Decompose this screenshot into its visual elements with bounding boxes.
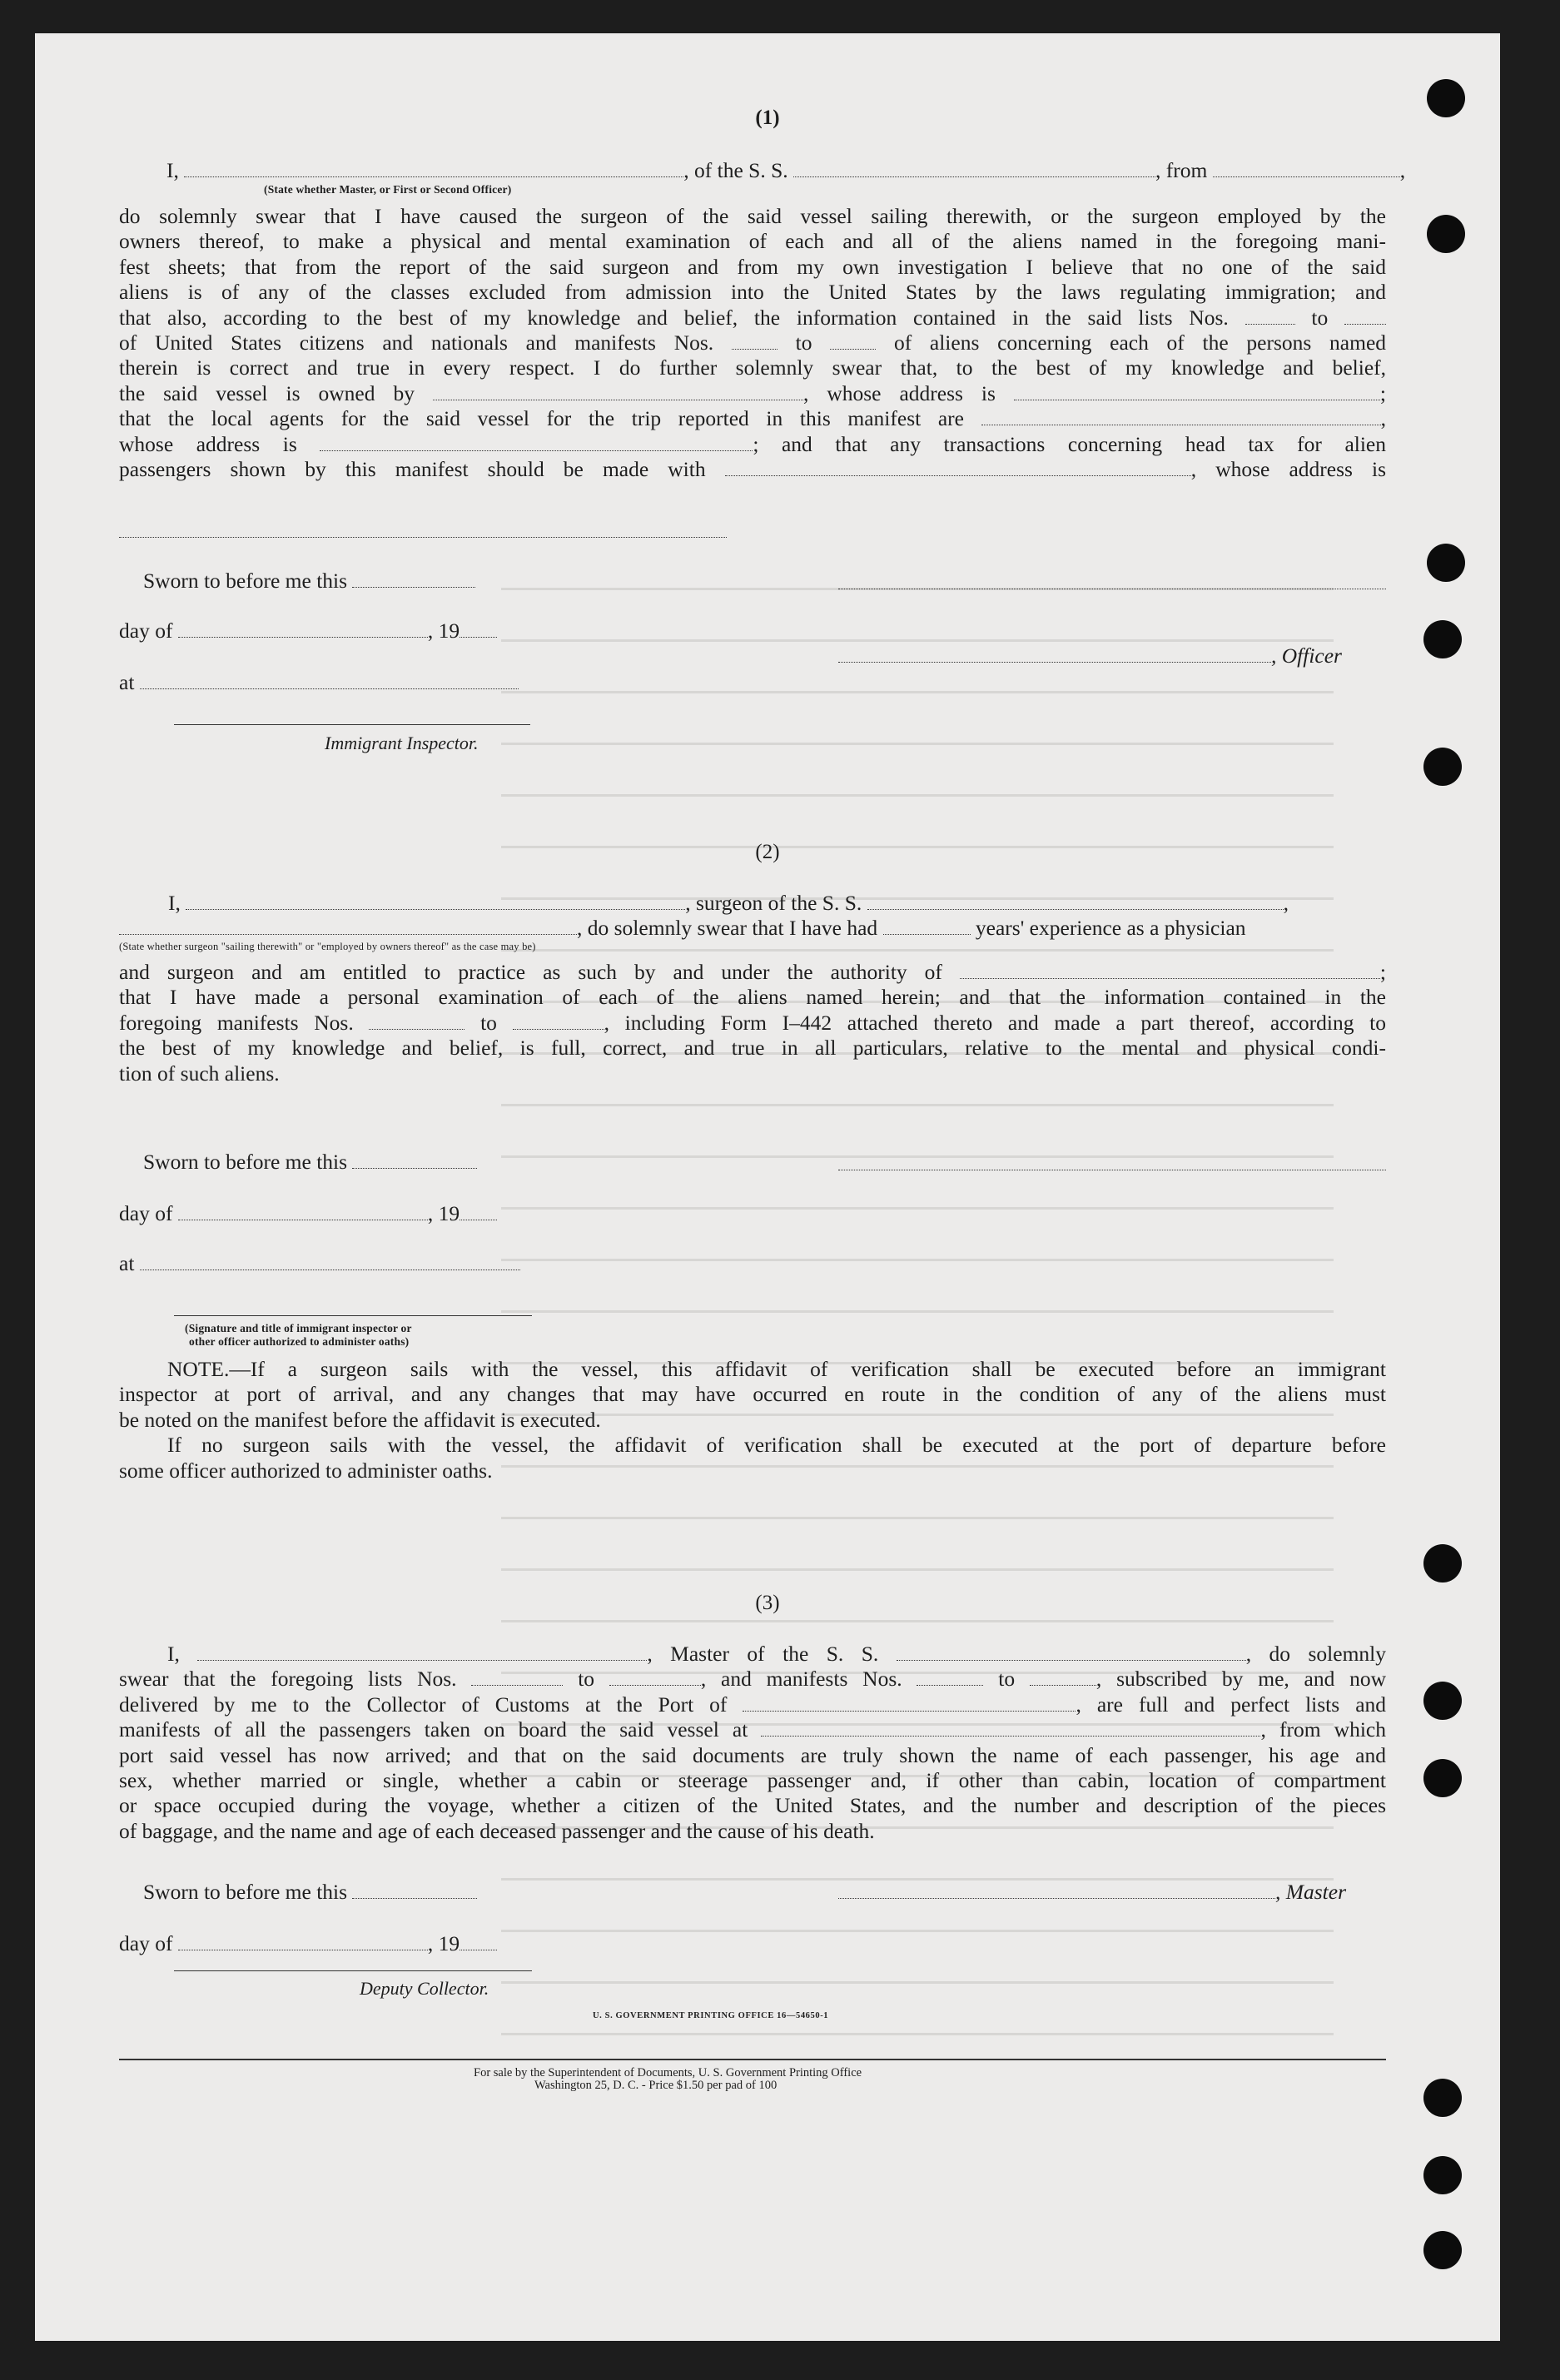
s3-deputy-line[interactable] [174,1970,532,1971]
s1-dayof: day of , 19 [119,619,497,643]
officer-signature-field[interactable] [838,645,1271,663]
s3-sworn-day-field[interactable] [352,1881,477,1899]
s2-sig-note-1: (Signature and title of immigrant inspector or [185,1322,412,1334]
punch-hole [1423,1759,1462,1797]
s3-year-field[interactable] [460,1933,497,1950]
s2-sworn: Sworn to before me this [143,1150,477,1175]
s3-manifests-to-field[interactable] [1030,1668,1096,1686]
s3-dayof: day of , 19 [119,1931,497,1956]
from-port-field[interactable] [1213,160,1400,177]
sale-line-1: For sale by the Superintendent of Documents, U. S. Government Printing Office [474,2066,862,2079]
s3-vessel-field[interactable] [897,1643,1246,1661]
owner-address-field[interactable] [1014,383,1380,400]
s3-master-name-field[interactable] [197,1643,647,1661]
immigrant-inspector-label: Immigrant Inspector. [325,733,479,753]
s2-paragraph: and surgeon and am entitled to practice as such by and under the authority of ; that I have made a personal examination of each of the aliens named herein; and that the information contained in the foregoing manifests Nos. to , including Form I–442 attached thereto and made a part thereof, according to the best of my knowledge and belief, is full, correct, and true in all particulars, relative to the mental and physical condi- tion of such aliens. [119,960,1387,1086]
port-of-arrival-field[interactable] [743,1694,1076,1712]
s2-note-paragraph: NOTE.—If a surgeon sails with the vessel, this affidavit of verification shall be executed before an immigrant inspector at port of arrival, and any changes that may have occurred en route in the condition of any of the aliens must be noted on the manifest before the affidavit is executed. If no surgeon sails with the vessel, the affidavit of verification shall be executed at the port of departure before some officer authorized to administer oaths. [119,1357,1386,1483]
master-officer-note: (State whether Master, or First or Second Officer) [264,183,512,196]
s3-paragraph: I, , Master of the S. S. , do solemnly swear that the foregoing lists Nos. to , and manifests Nos. to , subscribed by me, and now delivered by me to the Collector of Customs at the Port of , are full and perfect lists and manifests of all the passengers taken on board the said vessel at , from which port said vessel has now arrived; and that on the said documents are truly shown the name of each passenger, his age and sex, whether married or single, whether a cabin or steerage passenger and, if other than cabin, location of compartment or space occupied during the voyage, whether a citizen of the United States, and the number and description of the pieces of baggage, and the name and age of each deceased passenger and the cause of his death. [119,1642,1387,1843]
s1-year-field[interactable] [460,620,497,638]
local-agents-field[interactable] [981,408,1381,425]
lists-from-field[interactable] [1245,307,1295,325]
section-1-header: (1) [755,107,780,129]
s1-paragraph: do solemnly swear that I have caused the surgeon of the said vessel sailing therewith, or the surgeon employed by the owners thereof, to make a physical and mental examination of each and all of the aliens named in the foregoing mani- fest sheets; that from the report of the said surgeon and from my own investigation I believe that no one of the said aliens is of any of the classes excluded from admission into the United States by the laws regulating immigration; and that also, according to the best of my knowledge and belief, the information contained in the said lists Nos. to of United States citizens and nationals and manifests Nos. to of aliens concerning each of the persons named therein is correct and true in every respect. I do further solemnly swear that, to the best of my knowledge and belief, the said vessel is owned by , whose address is ; that the local agents for the said vessel for the trip reported in this manifest are , whose address is ; and that any transactions concerning head tax for alien passengers shown by this manifest should be made with , whose address is [119,204,1387,481]
s3-month-field[interactable] [178,1933,428,1950]
footer-rule [119,2059,1386,2060]
s1-place-field[interactable] [140,672,519,689]
deputy-collector-label: Deputy Collector. [360,1978,489,1999]
s1-line1: I, , of the S. S. , from , [166,158,1406,182]
punch-hole [1423,2231,1462,2269]
s2-at: at [119,1251,520,1276]
years-experience-field[interactable] [883,917,971,935]
s3-lists-from-field[interactable] [471,1668,563,1686]
s1-at: at [119,670,519,695]
vessel-name-field[interactable] [793,160,1155,177]
section-3-header: (3) [755,1592,780,1614]
lists-to-field[interactable] [1344,307,1386,325]
gpo-imprint: U. S. GOVERNMENT PRINTING OFFICE 16—54650-1 [593,2011,829,2020]
punch-hole [1423,2079,1462,2117]
officer-name-field[interactable] [184,160,683,177]
form-page [35,33,1500,2341]
s2-vessel-field[interactable] [867,892,1284,910]
s2-sig-note-2: other officer authorized to administer oaths) [189,1335,410,1348]
s2-month-field[interactable] [178,1203,428,1220]
punch-hole [1427,544,1465,582]
s1-sworn: Sworn to before me this [143,569,475,594]
master-signature-field[interactable] [838,1881,1275,1899]
s1-inspector-line[interactable] [174,724,530,725]
punch-hole [1423,748,1462,786]
port-of-departure-field[interactable] [761,1719,1260,1737]
s3-lists-to-field[interactable] [609,1668,701,1686]
s2-sworn-day-field[interactable] [352,1151,477,1169]
s2-year-field[interactable] [460,1203,497,1220]
punch-hole [1423,1544,1462,1583]
s1-officer: , Officer [838,643,1342,668]
authority-field[interactable] [960,961,1380,979]
agents-address-field[interactable] [320,434,753,451]
s2-dayof: day of , 19 [119,1201,497,1226]
punch-hole [1423,620,1462,658]
s2-line2: , do solemnly swear that I have had years' experience as a physician [119,916,1246,941]
manifests-to-field[interactable] [830,332,876,350]
s3-master: , Master [838,1880,1346,1905]
s2-manifests-to-field[interactable] [513,1012,604,1030]
s1-sworn-day-field[interactable] [352,570,475,588]
punch-hole [1423,1682,1462,1720]
s2-line1: I, , surgeon of the S. S. , [168,891,1289,915]
punch-hole [1423,2156,1462,2194]
s3-manifests-from-field[interactable] [917,1668,983,1686]
surgeon-status-note: (State whether surgeon "sailing therewith" or "employed by owners thereof" as the case may be) [119,941,536,952]
sale-line-2: Washington 25, D. C. - Price $1.50 per pad of 100 [534,2079,778,2092]
section-2-header: (2) [755,841,780,863]
surgeon-name-field[interactable] [186,892,685,910]
s1-month-field[interactable] [178,620,428,638]
s2-place-field[interactable] [140,1253,520,1270]
surgeon-status-field[interactable] [119,917,577,935]
manifests-from-field[interactable] [732,332,778,350]
address-continuation-line[interactable] [119,537,727,538]
owner-field[interactable] [433,383,803,400]
s2-inspector-line[interactable] [174,1315,532,1316]
punch-hole [1427,215,1465,253]
head-tax-contact-field[interactable] [725,459,1191,476]
s3-sworn: Sworn to before me this [143,1880,477,1905]
s2-manifests-from-field[interactable] [369,1012,465,1030]
